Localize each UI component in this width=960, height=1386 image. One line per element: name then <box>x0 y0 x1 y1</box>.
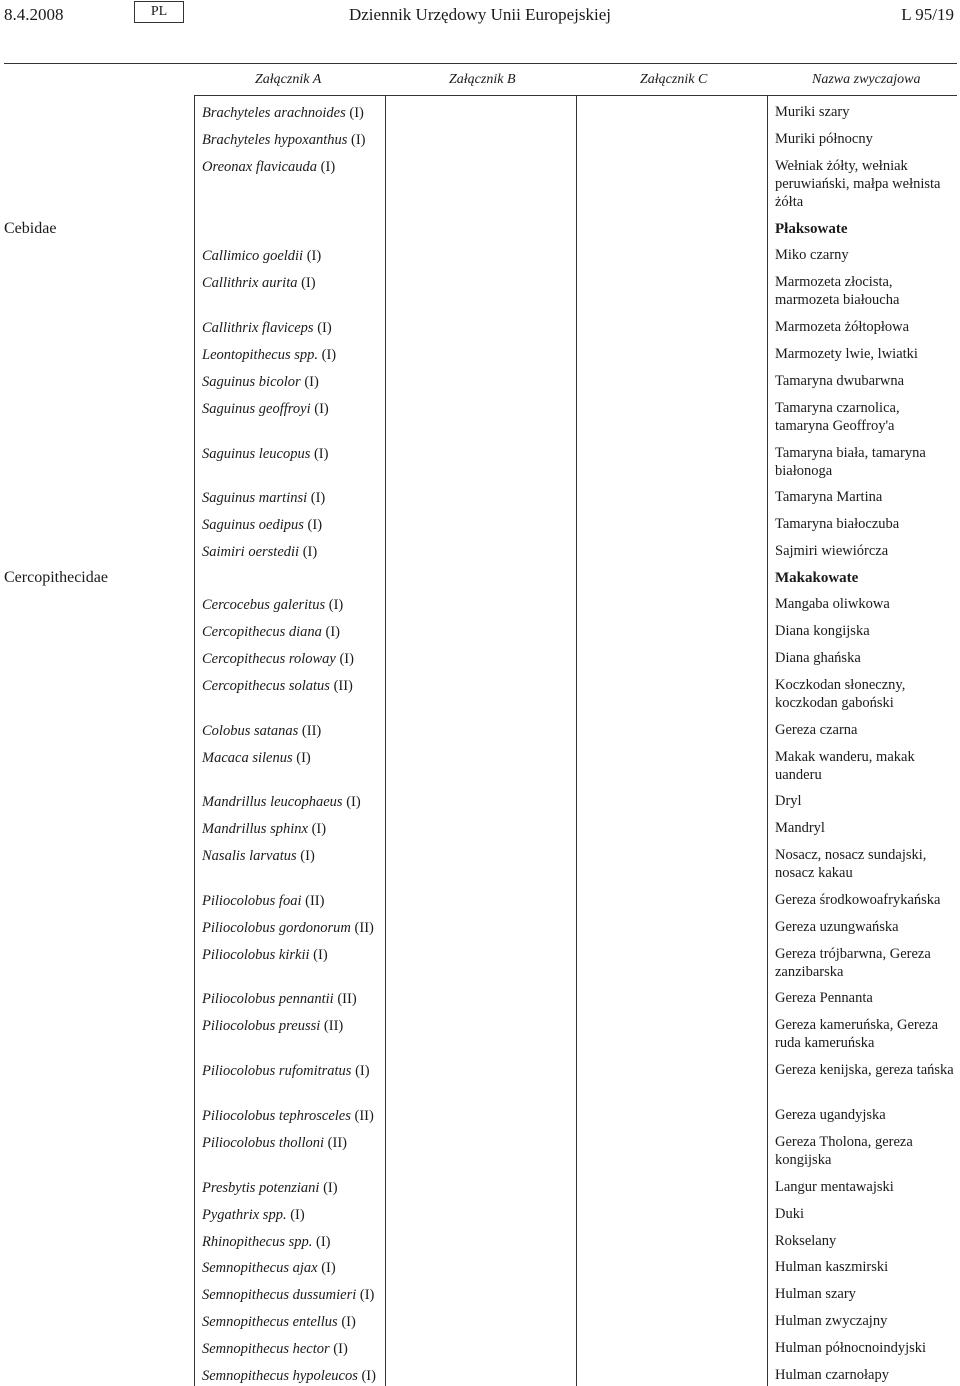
annex-classification: (II) <box>327 1135 347 1151</box>
annex-classification: (I) <box>328 597 344 613</box>
species-scientific-name <box>202 401 329 418</box>
species-name: Brachyteles hypoxanthus <box>202 132 351 148</box>
annex-classification: (II) <box>354 920 374 936</box>
species-scientific-name <box>202 275 316 292</box>
annex-classification: (I) <box>339 651 354 667</box>
species-scientific-name <box>202 248 321 265</box>
annex-classification: (I) <box>300 848 315 864</box>
species-name: Pygathrix spp. <box>202 1207 291 1223</box>
species-scientific-name <box>202 490 325 507</box>
species-common-name: Gereza kenijska, gereza tańska <box>775 1062 954 1078</box>
species-name: Oreonax flavicauda <box>202 159 321 175</box>
species-scientific-name <box>202 1287 374 1304</box>
species-name: Colobus satanas <box>202 723 302 739</box>
species-scientific-name <box>202 920 374 937</box>
annex-classification: (I) <box>351 132 366 148</box>
species-scientific-name <box>202 517 322 534</box>
species-common-name: Marmozety lwie, lwiatki <box>775 346 918 362</box>
species-common-name: Marmozeta złocista, marmozeta białoucha <box>775 274 900 308</box>
species-name: Callithrix aurita <box>202 275 302 291</box>
species-scientific-name <box>202 105 364 122</box>
annex-classification: (I) <box>317 320 332 336</box>
annex-classification: (II) <box>333 678 353 694</box>
annex-classification: (I) <box>311 821 327 837</box>
family-name-cercopithecidae: Cercopithecidae <box>4 569 108 586</box>
journal-title: Dziennik Urzędowy Unii Europejskiej <box>348 5 611 24</box>
species-scientific-name <box>202 1260 336 1277</box>
annex-classification: (I) <box>310 490 326 506</box>
species-common-name: Hulman szary <box>775 1286 856 1302</box>
column-divider-a <box>194 95 195 1386</box>
species-name: Piliocolobus foai <box>202 893 306 909</box>
species-common-name: Mangaba oliwkowa <box>775 596 890 612</box>
annex-classification: (I) <box>306 248 322 264</box>
annex-classification: (I) <box>346 794 361 810</box>
species-scientific-name <box>202 1018 343 1035</box>
species-scientific-name <box>202 132 366 149</box>
annex-classification: (I) <box>290 1207 305 1223</box>
species-scientific-name <box>202 1135 347 1152</box>
species-scientific-name <box>202 947 328 964</box>
annex-classification: (II) <box>305 893 325 909</box>
species-scientific-name <box>202 1341 348 1358</box>
publication-date: 8.4.2008 <box>4 5 64 24</box>
species-name: Cercopithecus solatus <box>202 678 334 694</box>
annex-classification: (I) <box>321 1260 336 1276</box>
species-name: Semnopithecus entellus <box>202 1314 342 1330</box>
annex-classification: (I) <box>320 159 336 175</box>
annex-classification: (I) <box>321 347 337 363</box>
species-common-name: Diana kongijska <box>775 623 870 639</box>
annex-classification: (I) <box>349 105 364 121</box>
species-scientific-name <box>202 347 336 364</box>
species-scientific-name <box>202 821 326 838</box>
species-scientific-name <box>202 1108 374 1125</box>
species-name: Saguinus geoffroyi <box>202 401 315 417</box>
species-name: Cercopithecus roloway <box>202 651 340 667</box>
annex-classification: (II) <box>323 1018 344 1034</box>
page-header <box>0 0 960 30</box>
species-name: Mandrillus sphinx <box>202 821 312 837</box>
species-common-name: Gereza Pennanta <box>775 990 873 1006</box>
species-common-name: Hulman zwyczajny <box>775 1313 888 1329</box>
species-name: Callithrix flaviceps <box>202 320 318 336</box>
species-common-name: Makak wanderu, makak uanderu <box>775 749 915 783</box>
species-common-name: Tamaryna dwubarwna <box>775 373 905 389</box>
species-common-name: Hulman czarnołapy <box>775 1367 889 1383</box>
annex-classification: (I) <box>296 750 311 766</box>
species-common-name: Gereza czarna <box>775 722 858 738</box>
species-scientific-name <box>202 893 324 910</box>
species-name: Piliocolobus tephrosceles <box>202 1108 355 1124</box>
species-scientific-name <box>202 750 311 767</box>
species-name: Saguinus bicolor <box>202 374 305 390</box>
family-common-name-cercopithecidae: Makakowate <box>775 570 859 586</box>
species-name: Saguinus leucopus <box>202 446 314 462</box>
annex-classification: (I) <box>307 517 323 533</box>
species-common-name: Duki <box>775 1206 804 1222</box>
annex-classification: (I) <box>333 1341 348 1357</box>
species-scientific-name <box>202 374 319 391</box>
species-common-name: Rokselany <box>775 1233 837 1249</box>
column-header-annex-a: Załącznik A <box>255 72 322 87</box>
species-name: Brachyteles arachnoides <box>202 105 350 121</box>
species-scientific-name <box>202 848 315 865</box>
column-divider-d <box>767 95 768 1386</box>
species-common-name: Tamaryna biała, tamaryna białonoga <box>775 445 926 479</box>
species-scientific-name <box>202 159 335 176</box>
species-common-name: Koczkodan słoneczny, koczkodan gaboński <box>775 677 906 711</box>
species-common-name: Marmozeta żółtopłowa <box>775 319 910 335</box>
annex-classification: (I) <box>323 1180 338 1196</box>
species-name: Cercocebus galeritus <box>202 597 329 613</box>
species-name: Cercopithecus diana <box>202 624 326 640</box>
species-common-name: Dryl <box>775 793 802 809</box>
species-name: Macaca silenus <box>202 750 297 766</box>
species-common-name: Sajmiri wiewiórcza <box>775 543 889 559</box>
species-name: Piliocolobus pennantii <box>202 991 338 1007</box>
family-common-name-cebidae: Płaksowate <box>775 221 848 237</box>
species-name: Rhinopithecus spp. <box>202 1234 316 1250</box>
species-name: Piliocolobus preussi <box>202 1018 324 1034</box>
species-name: Mandrillus leucophaeus <box>202 794 347 810</box>
annex-classification: (I) <box>361 1368 376 1384</box>
species-common-name: Langur mentawajski <box>775 1179 894 1195</box>
species-scientific-name <box>202 320 332 337</box>
species-name: Semnopithecus ajax <box>202 1260 322 1276</box>
species-scientific-name <box>202 446 328 463</box>
language-badge: PL <box>134 1 184 23</box>
annex-classification: (I) <box>355 1063 370 1079</box>
species-scientific-name <box>202 1063 370 1080</box>
species-scientific-name <box>202 651 354 668</box>
species-common-name: Muriki szary <box>775 104 850 120</box>
species-name: Callimico goeldii <box>202 248 307 264</box>
species-name: Semnopithecus dussumieri <box>202 1287 360 1303</box>
species-scientific-name <box>202 1314 356 1331</box>
species-name: Saguinus martinsi <box>202 490 311 506</box>
species-name: Piliocolobus rufomitratus <box>202 1063 356 1079</box>
header-rule <box>4 63 957 64</box>
species-scientific-name <box>202 678 353 695</box>
species-common-name: Gereza trójbarwna, Gereza zanzibarska <box>775 946 931 980</box>
species-common-name: Tamaryna białoczuba <box>775 516 900 532</box>
species-name: Semnopithecus hypoleucos <box>202 1368 362 1384</box>
species-scientific-name <box>202 544 317 561</box>
column-header-common-name: Nazwa zwyczajowa <box>812 72 921 87</box>
species-common-name: Miko czarny <box>775 247 849 263</box>
species-name: Semnopithecus hector <box>202 1341 334 1357</box>
species-common-name: Gereza ugandyjska <box>775 1107 886 1123</box>
species-scientific-name <box>202 1180 338 1197</box>
species-scientific-name <box>202 1368 376 1385</box>
annex-classification: (I) <box>314 401 329 417</box>
species-common-name: Wełniak żółty, wełniak peruwiański, małpa wełnista żółta <box>775 158 941 210</box>
species-name: Piliocolobus kirkii <box>202 947 314 963</box>
column-divider-b <box>385 95 386 1386</box>
annex-classification: (II) <box>354 1108 374 1124</box>
species-name: Piliocolobus gordonorum <box>202 920 355 936</box>
species-name: Saimiri oerstedii <box>202 544 303 560</box>
species-name: Saguinus oedipus <box>202 517 308 533</box>
annex-classification: (I) <box>341 1314 356 1330</box>
family-name-cebidae: Cebidae <box>4 220 57 237</box>
species-name: Leontopithecus spp. <box>202 347 322 363</box>
species-common-name: Tamaryna czarnolica, tamaryna Geoffroy'a <box>775 400 900 434</box>
column-header-annex-b: Załącznik B <box>449 72 516 87</box>
species-common-name: Gereza Tholona, gereza kongijska <box>775 1134 913 1168</box>
annex-classification: (I) <box>359 1287 375 1303</box>
species-common-name: Diana ghańska <box>775 650 861 666</box>
species-scientific-name <box>202 1234 330 1251</box>
species-common-name: Hulman północnoindyjski <box>775 1340 927 1356</box>
column-divider-c <box>576 95 577 1386</box>
species-name: Presbytis potenziani <box>202 1180 324 1196</box>
species-common-name: Hulman kaszmirski <box>775 1259 889 1275</box>
annex-classification: (I) <box>325 624 340 640</box>
species-common-name: Muriki północny <box>775 131 873 147</box>
page-number: L 95/19 <box>901 5 954 24</box>
annex-classification: (I) <box>315 1234 331 1250</box>
species-common-name: Gereza środkowoafrykańska <box>775 892 941 908</box>
annex-classification: (I) <box>313 947 328 963</box>
species-scientific-name <box>202 597 343 614</box>
species-common-name: Nosacz, nosacz sundajski, nosacz kakau <box>775 847 927 881</box>
species-name: Piliocolobus tholloni <box>202 1135 328 1151</box>
annex-classification: (I) <box>313 446 329 462</box>
annex-classification: (I) <box>302 544 318 560</box>
species-name: Nasalis larvatus <box>202 848 301 864</box>
species-scientific-name <box>202 794 361 811</box>
annex-classification: (II) <box>337 991 357 1007</box>
species-scientific-name <box>202 991 357 1008</box>
species-common-name: Gereza kameruńska, Gereza ruda kameruńska <box>775 1017 939 1051</box>
species-scientific-name <box>202 723 321 740</box>
species-common-name: Gereza uzungwańska <box>775 919 899 935</box>
annex-classification: (I) <box>304 374 319 390</box>
annex-classification: (I) <box>301 275 316 291</box>
species-scientific-name <box>202 1207 305 1224</box>
species-common-name: Mandryl <box>775 820 825 836</box>
annex-classification: (II) <box>301 723 322 739</box>
species-scientific-name <box>202 624 340 641</box>
column-header-annex-c: Załącznik C <box>640 72 708 87</box>
species-common-name: Tamaryna Martina <box>775 489 883 505</box>
